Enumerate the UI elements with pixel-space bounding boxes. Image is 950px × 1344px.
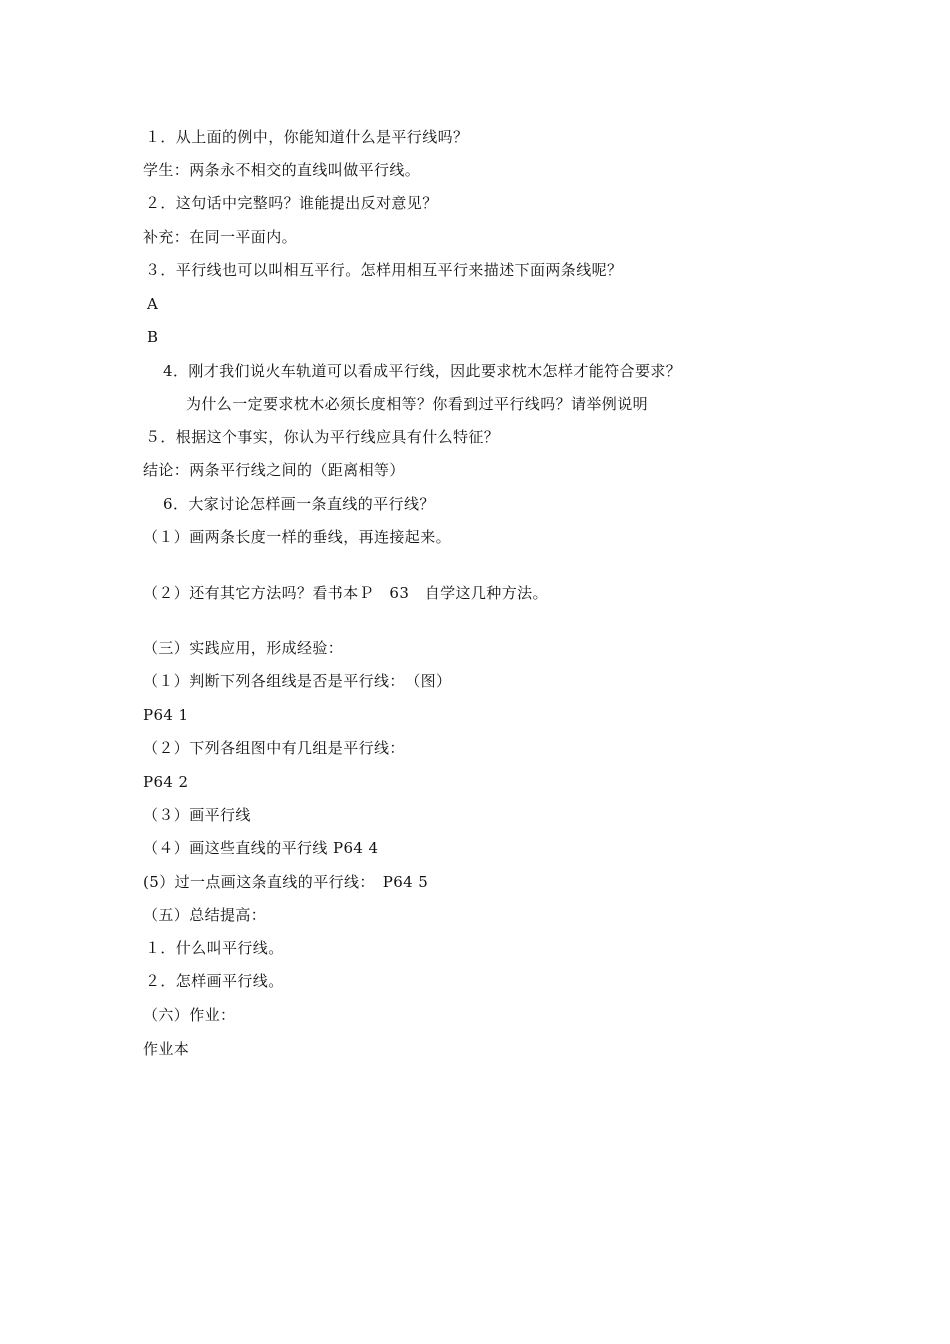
student-answer: 学生：两条永不相交的直线叫做平行线。 bbox=[143, 161, 421, 179]
question-6: 6．大家讨论怎样画一条直线的平行线？ bbox=[163, 495, 435, 513]
summary-2: ２．怎样画平行线。 bbox=[145, 972, 284, 990]
question-4-continued: 为什么一定要求枕木必须长度相等？你看到过平行线吗？请举例说明 bbox=[186, 395, 649, 413]
exercise-4: （４）画这些直线的平行线 P64 4 bbox=[143, 839, 379, 857]
question-1: １．从上面的例中，你能知道什么是平行线吗？ bbox=[145, 128, 469, 146]
exercise-2-ref: P64 2 bbox=[143, 773, 189, 791]
exercise-5: (5）过一点画这条直线的平行线： P64 5 bbox=[143, 873, 429, 891]
supplement: 补充：在同一平面内。 bbox=[143, 228, 298, 246]
exercise-2: （２）下列各组图中有几组是平行线： bbox=[143, 739, 405, 757]
label-a: A bbox=[147, 295, 159, 313]
conclusion: 结论：两条平行线之间的（距离相等） bbox=[143, 461, 405, 479]
question-4: 4．刚才我们说火车轨道可以看成平行线，因此要求枕木怎样才能符合要求？ bbox=[163, 362, 682, 380]
method-1: （１）画两条长度一样的垂线，再连接起来。 bbox=[143, 528, 452, 546]
section-5-heading: （五）总结提高： bbox=[143, 906, 267, 924]
label-b: B bbox=[147, 328, 159, 346]
question-2: ２．这句话中完整吗？谁能提出反对意见？ bbox=[145, 194, 438, 212]
section-6-heading: （六）作业： bbox=[143, 1006, 236, 1024]
homework: 作业本 bbox=[143, 1040, 190, 1058]
question-3: ３．平行线也可以叫相互平行。怎样用相互平行来描述下面两条线呢？ bbox=[145, 261, 623, 279]
section-3-heading: （三）实践应用，形成经验： bbox=[143, 639, 344, 657]
exercise-1: （１）判断下列各组线是否是平行线： （图） bbox=[143, 672, 452, 690]
exercise-1-ref: P64 1 bbox=[143, 706, 189, 724]
method-2: （２）还有其它方法吗？看书本Ｐ 63 自学这几种方法。 bbox=[143, 584, 548, 602]
exercise-3: （３）画平行线 bbox=[143, 806, 251, 824]
question-5: ５．根据这个事实，你认为平行线应具有什么特征？ bbox=[145, 428, 500, 446]
summary-1: １．什么叫平行线。 bbox=[145, 939, 284, 957]
